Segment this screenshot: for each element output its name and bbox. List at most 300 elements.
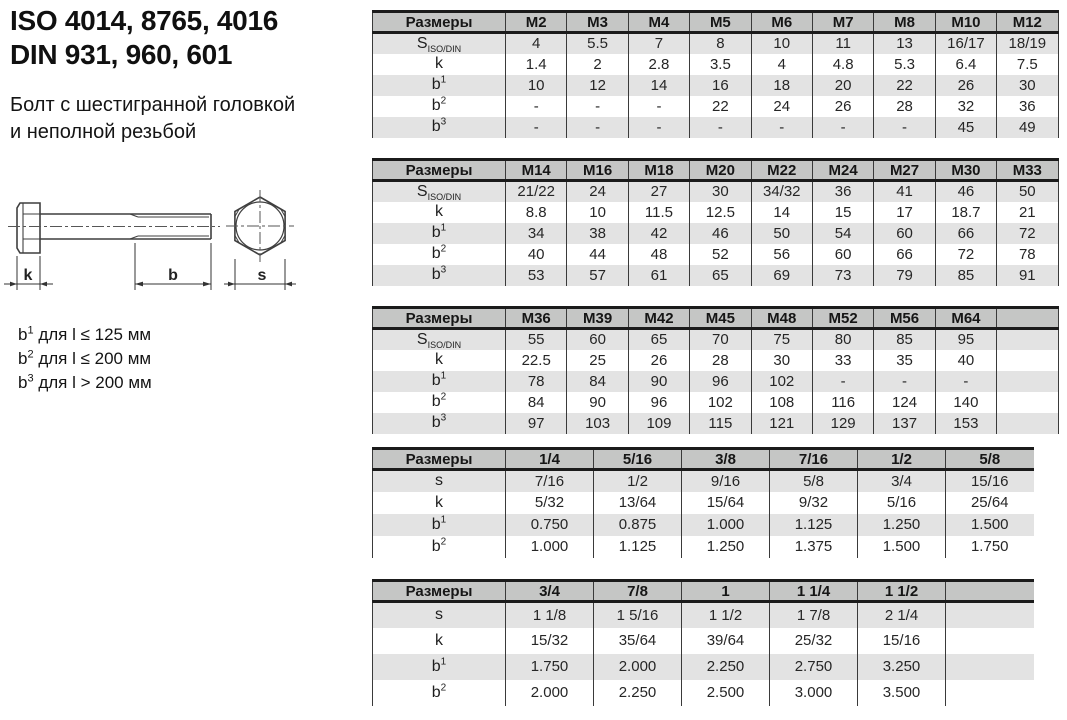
table-row: [373, 265, 1059, 286]
value-cell: 8: [690, 33, 751, 54]
value-cell: -: [628, 96, 689, 117]
value-cell: 85: [935, 265, 996, 286]
table-row: [373, 680, 1034, 706]
value-cell: -: [506, 117, 567, 138]
row-label: k: [373, 202, 506, 223]
value-cell: 84: [506, 392, 567, 413]
value-cell: 46: [690, 223, 751, 244]
value-cell: 116: [812, 392, 873, 413]
value-cell: 32: [935, 96, 996, 117]
value-cell: 28: [874, 96, 935, 117]
value-cell: 14: [751, 202, 812, 223]
value-cell: 124: [874, 392, 935, 413]
row-label: $b^3$: [373, 117, 506, 138]
row-label-superscript: 3: [440, 264, 447, 276]
value-cell: 72: [935, 244, 996, 265]
value-cell: 11.5: [628, 202, 689, 223]
table-row: [373, 470, 1034, 492]
value-cell: 15/64: [682, 492, 770, 514]
dimension-table: [372, 10, 1059, 138]
table-row: [373, 244, 1059, 265]
value-cell: 21/22: [506, 181, 567, 202]
value-cell: 66: [935, 223, 996, 244]
value-cell: 115: [690, 413, 751, 434]
note-superscript: 3: [27, 372, 34, 385]
column-header: M12: [997, 12, 1058, 33]
value-cell: 54: [812, 223, 873, 244]
value-cell: 10: [506, 75, 567, 96]
value-cell: 40: [506, 244, 567, 265]
table-row: [373, 33, 1059, 54]
value-cell: 15/16: [946, 470, 1034, 492]
value-cell: 1.000: [682, 514, 770, 536]
column-header: 1 1/4: [770, 581, 858, 602]
dim-label-k: k: [23, 267, 33, 284]
empty-cell: [997, 329, 1058, 350]
table-row: [373, 602, 1034, 628]
column-header: M56: [874, 308, 935, 329]
value-cell: 35: [874, 350, 935, 371]
value-cell: 1.375: [770, 536, 858, 558]
value-cell: 15/16: [858, 628, 946, 654]
value-cell: 18/19: [997, 33, 1058, 54]
column-header: 5/8: [946, 449, 1034, 470]
table-metric-m36-m64: [372, 306, 1059, 434]
column-header: M36: [506, 308, 567, 329]
value-cell: 49: [997, 117, 1058, 138]
value-cell: -: [690, 117, 751, 138]
value-cell: -: [567, 96, 628, 117]
value-cell: 18.7: [935, 202, 996, 223]
row-label-superscript: 2: [440, 243, 447, 255]
row-label: k: [373, 54, 506, 75]
drawing-notes: [18, 323, 152, 395]
row-label-superscript: 2: [440, 391, 447, 403]
value-cell: 1.500: [946, 514, 1034, 536]
value-cell: 60: [874, 223, 935, 244]
table-row: [373, 628, 1034, 654]
value-cell: 12.5: [690, 202, 751, 223]
value-cell: 34: [506, 223, 567, 244]
row-label-superscript: 2: [440, 536, 447, 548]
empty-cell: [997, 392, 1058, 413]
table-row: [373, 350, 1059, 371]
row-label-superscript: 3: [440, 116, 447, 128]
column-header: M4: [628, 12, 689, 33]
column-header: M5: [690, 12, 751, 33]
value-cell: 140: [935, 392, 996, 413]
column-header: M64: [935, 308, 996, 329]
table-metric-m14-m33: [372, 158, 1059, 286]
value-cell: 96: [690, 371, 751, 392]
value-cell: 20: [812, 75, 873, 96]
table-inch-large: [372, 579, 1034, 706]
value-cell: 102: [751, 371, 812, 392]
row-label-subscript: ISO/DIN: [427, 43, 462, 54]
value-cell: 7: [628, 33, 689, 54]
value-cell: 26: [935, 75, 996, 96]
column-header: M10: [935, 12, 996, 33]
header-size-label: Размеры: [373, 308, 506, 329]
column-header: 7/8: [594, 581, 682, 602]
empty-cell: [997, 413, 1058, 434]
value-cell: 34/32: [751, 181, 812, 202]
column-header: M3: [567, 12, 628, 33]
row-label: $S_{ISO/DIN}$: [373, 329, 506, 350]
value-cell: -: [628, 117, 689, 138]
row-label: $S_{ISO/DIN}$: [373, 181, 506, 202]
value-cell: 38: [567, 223, 628, 244]
column-header: M7: [812, 12, 873, 33]
value-cell: 2.000: [594, 654, 682, 680]
value-cell: 42: [628, 223, 689, 244]
value-cell: 14: [628, 75, 689, 96]
value-cell: 56: [751, 244, 812, 265]
row-label: $b^1$: [373, 654, 506, 680]
bolt-head-side: [17, 203, 40, 253]
value-cell: 11: [812, 33, 873, 54]
value-cell: 15: [812, 202, 873, 223]
value-cell: 22: [874, 75, 935, 96]
value-cell: 61: [628, 265, 689, 286]
note-line: $b^3$ для l > 200 мм: [18, 372, 152, 392]
value-cell: -: [812, 371, 873, 392]
column-header: M24: [812, 160, 873, 181]
row-label: $b^1$: [373, 514, 506, 536]
value-cell: 4: [506, 33, 567, 54]
table-row: [373, 202, 1059, 223]
value-cell: 30: [997, 75, 1058, 96]
value-cell: 103: [567, 413, 628, 434]
value-cell: 8.8: [506, 202, 567, 223]
value-cell: 25: [567, 350, 628, 371]
row-label: $b^1$: [373, 371, 506, 392]
value-cell: 73: [812, 265, 873, 286]
column-header: M8: [874, 12, 935, 33]
value-cell: 27: [628, 181, 689, 202]
value-cell: 70: [690, 329, 751, 350]
column-header: M22: [751, 160, 812, 181]
value-cell: 5.5: [567, 33, 628, 54]
value-cell: -: [874, 117, 935, 138]
empty-cell: [997, 350, 1058, 371]
column-header: M48: [751, 308, 812, 329]
value-cell: 36: [997, 96, 1058, 117]
value-cell: 5/32: [506, 492, 594, 514]
value-cell: 129: [812, 413, 873, 434]
row-label-subscript: ISO/DIN: [427, 339, 462, 350]
row-label-subscript: ISO/DIN: [427, 191, 462, 202]
row-label: $S_{ISO/DIN}$: [373, 33, 506, 54]
table-inch-small: [372, 447, 1034, 558]
value-cell: 21: [997, 202, 1058, 223]
value-cell: 30: [690, 181, 751, 202]
value-cell: 3.500: [858, 680, 946, 706]
value-cell: 78: [506, 371, 567, 392]
value-cell: 153: [935, 413, 996, 434]
column-header: 3/4: [506, 581, 594, 602]
table-row: [373, 117, 1059, 138]
value-cell: 26: [628, 350, 689, 371]
value-cell: 18: [751, 75, 812, 96]
value-cell: 1.750: [506, 654, 594, 680]
value-cell: 3.000: [770, 680, 858, 706]
value-cell: 2: [567, 54, 628, 75]
value-cell: 45: [935, 117, 996, 138]
row-label: $b^2$: [373, 392, 506, 413]
value-cell: 1.250: [858, 514, 946, 536]
value-cell: 75: [751, 329, 812, 350]
column-header: M18: [628, 160, 689, 181]
value-cell: 3/4: [858, 470, 946, 492]
value-cell: 90: [567, 392, 628, 413]
row-label: k: [373, 628, 506, 654]
value-cell: 1 1/8: [506, 602, 594, 628]
value-cell: 69: [751, 265, 812, 286]
value-cell: 84: [567, 371, 628, 392]
column-header: M45: [690, 308, 751, 329]
value-cell: 97: [506, 413, 567, 434]
value-cell: 5/8: [770, 470, 858, 492]
value-cell: 109: [628, 413, 689, 434]
value-cell: 91: [997, 265, 1058, 286]
header-row: [373, 449, 1034, 470]
value-cell: 2.500: [682, 680, 770, 706]
page-subtitle: [10, 92, 295, 146]
value-cell: 2.750: [770, 654, 858, 680]
value-cell: 52: [690, 244, 751, 265]
row-label-superscript: 1: [440, 222, 447, 234]
value-cell: 25/32: [770, 628, 858, 654]
column-header: 1: [682, 581, 770, 602]
column-header: 1/2: [858, 449, 946, 470]
value-cell: -: [935, 371, 996, 392]
table-row: [373, 514, 1034, 536]
value-cell: 65: [690, 265, 751, 286]
value-cell: 7/16: [506, 470, 594, 492]
column-header: M39: [567, 308, 628, 329]
value-cell: 66: [874, 244, 935, 265]
value-cell: 1.125: [594, 536, 682, 558]
row-label: $b^3$: [373, 265, 506, 286]
value-cell: 4: [751, 54, 812, 75]
empty-cell: [946, 680, 1034, 706]
value-cell: 48: [628, 244, 689, 265]
header-row: [373, 581, 1034, 602]
header-size-label: Размеры: [373, 581, 506, 602]
value-cell: -: [812, 117, 873, 138]
row-label: k: [373, 350, 506, 371]
value-cell: 1.250: [682, 536, 770, 558]
value-cell: 2.000: [506, 680, 594, 706]
header-size-label: Размеры: [373, 449, 506, 470]
value-cell: 36: [812, 181, 873, 202]
value-cell: 1 1/2: [682, 602, 770, 628]
value-cell: 40: [935, 350, 996, 371]
page-title: [10, 4, 278, 72]
column-header: M14: [506, 160, 567, 181]
empty-cell: [946, 654, 1034, 680]
note-line: $b^2$ для l ≤ 200 мм: [18, 348, 152, 368]
header-size-label: Размеры: [373, 160, 506, 181]
table-row: [373, 75, 1059, 96]
empty-cell: [946, 602, 1034, 628]
value-cell: 44: [567, 244, 628, 265]
value-cell: 0.750: [506, 514, 594, 536]
value-cell: 78: [997, 244, 1058, 265]
value-cell: 79: [874, 265, 935, 286]
subtitle-line-1: Болт с шестигранной головкой: [10, 94, 296, 116]
value-cell: 26: [812, 96, 873, 117]
value-cell: 95: [935, 329, 996, 350]
value-cell: 3.250: [858, 654, 946, 680]
value-cell: 1.000: [506, 536, 594, 558]
value-cell: 3.5: [690, 54, 751, 75]
value-cell: 90: [628, 371, 689, 392]
value-cell: 13/64: [594, 492, 682, 514]
header-size-label: Размеры: [373, 12, 506, 33]
value-cell: 1.4: [506, 54, 567, 75]
column-header: M27: [874, 160, 935, 181]
row-label: $b^1$: [373, 223, 506, 244]
column-header: M33: [997, 160, 1058, 181]
value-cell: 1 5/16: [594, 602, 682, 628]
note-line: $b^1$ для l ≤ 125 мм: [18, 324, 152, 344]
table-row: [373, 413, 1059, 434]
row-label-superscript: 3: [440, 412, 447, 424]
value-cell: 1.750: [946, 536, 1034, 558]
table-row: [373, 329, 1059, 350]
row-label: $b^3$: [373, 413, 506, 434]
dimension-table: [372, 447, 1034, 558]
table-row: [373, 654, 1034, 680]
row-label: s: [373, 602, 506, 628]
value-cell: 55: [506, 329, 567, 350]
value-cell: 22: [690, 96, 751, 117]
value-cell: 65: [628, 329, 689, 350]
value-cell: 16/17: [935, 33, 996, 54]
value-cell: 1.125: [770, 514, 858, 536]
table-row: [373, 492, 1034, 514]
row-label: s: [373, 470, 506, 492]
bolt-drawing: [2, 186, 332, 318]
value-cell: -: [567, 117, 628, 138]
table-row: [373, 392, 1059, 413]
value-cell: 102: [690, 392, 751, 413]
value-cell: 33: [812, 350, 873, 371]
value-cell: 6.4: [935, 54, 996, 75]
row-label: $b^2$: [373, 244, 506, 265]
row-label: $b^1$: [373, 75, 506, 96]
empty-cell: [946, 628, 1034, 654]
column-header: 3/8: [682, 449, 770, 470]
value-cell: 10: [567, 202, 628, 223]
value-cell: 2.8: [628, 54, 689, 75]
value-cell: 96: [628, 392, 689, 413]
row-label: $b^2$: [373, 680, 506, 706]
title-iso: ISO 4014, 8765, 4016: [10, 5, 278, 36]
value-cell: 108: [751, 392, 812, 413]
empty-cell: [997, 371, 1058, 392]
value-cell: 0.875: [594, 514, 682, 536]
value-cell: 24: [751, 96, 812, 117]
value-cell: 85: [874, 329, 935, 350]
value-cell: 57: [567, 265, 628, 286]
value-cell: 1.500: [858, 536, 946, 558]
value-cell: 7.5: [997, 54, 1058, 75]
note-superscript: 1: [27, 324, 34, 337]
value-cell: -: [874, 371, 935, 392]
value-cell: 137: [874, 413, 935, 434]
column-header: M20: [690, 160, 751, 181]
dim-label-b: b: [168, 267, 178, 284]
table-row: [373, 371, 1059, 392]
value-cell: 53: [506, 265, 567, 286]
column-header: 5/16: [594, 449, 682, 470]
row-label: $b^2$: [373, 96, 506, 117]
header-row: [373, 12, 1059, 33]
row-label-superscript: 1: [440, 514, 447, 526]
value-cell: 1/2: [594, 470, 682, 492]
value-cell: 46: [935, 181, 996, 202]
column-header: M2: [506, 12, 567, 33]
value-cell: 39/64: [682, 628, 770, 654]
column-header: M16: [567, 160, 628, 181]
column-header: M52: [812, 308, 873, 329]
header-row: [373, 308, 1059, 329]
value-cell: 28: [690, 350, 751, 371]
row-label-superscript: 1: [440, 370, 447, 382]
subtitle-line-2: и неполной резьбой: [10, 121, 197, 143]
value-cell: -: [751, 117, 812, 138]
column-header: 1/4: [506, 449, 594, 470]
empty-header-cell: [946, 581, 1034, 602]
table-row: [373, 223, 1059, 244]
row-label: $b^2$: [373, 536, 506, 558]
value-cell: 72: [997, 223, 1058, 244]
dimension-table: [372, 158, 1059, 286]
value-cell: 5.3: [874, 54, 935, 75]
table-row: [373, 54, 1059, 75]
value-cell: 30: [751, 350, 812, 371]
table-row: [373, 181, 1059, 202]
value-cell: 17: [874, 202, 935, 223]
column-header: 7/16: [770, 449, 858, 470]
value-cell: -: [506, 96, 567, 117]
value-cell: 9/32: [770, 492, 858, 514]
value-cell: 25/64: [946, 492, 1034, 514]
column-header: M6: [751, 12, 812, 33]
column-header: 1 1/2: [858, 581, 946, 602]
value-cell: 2.250: [682, 654, 770, 680]
value-cell: 50: [997, 181, 1058, 202]
value-cell: 10: [751, 33, 812, 54]
value-cell: 60: [812, 244, 873, 265]
value-cell: 16: [690, 75, 751, 96]
dimension-table: [372, 579, 1034, 706]
value-cell: 22.5: [506, 350, 567, 371]
value-cell: 12: [567, 75, 628, 96]
value-cell: 24: [567, 181, 628, 202]
value-cell: 13: [874, 33, 935, 54]
value-cell: 2 1/4: [858, 602, 946, 628]
dim-label-s: s: [257, 267, 267, 284]
value-cell: 50: [751, 223, 812, 244]
row-label: k: [373, 492, 506, 514]
value-cell: 2.250: [594, 680, 682, 706]
value-cell: 121: [751, 413, 812, 434]
value-cell: 80: [812, 329, 873, 350]
